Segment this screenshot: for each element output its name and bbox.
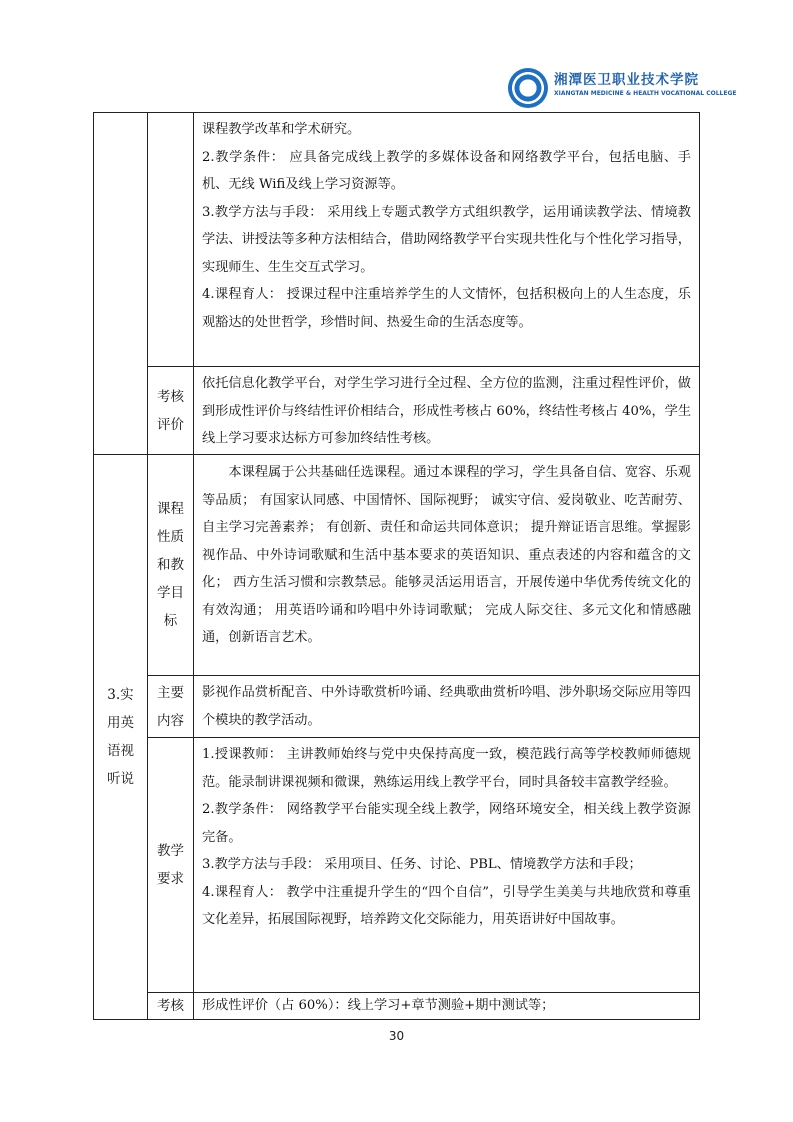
college-emblem-icon [508, 68, 548, 108]
main-content-label: 主要内容 [157, 684, 184, 729]
assessment-label: 考核评价 [157, 388, 184, 433]
page-number: 30 [388, 1029, 405, 1043]
course-assessment-label: 考核 [157, 998, 184, 1014]
college-name-en: XIANGTAN MEDICINE & HEALTH VOCATIONAL COLLEGE [554, 90, 737, 97]
requirement-text: 2.教学条件： 网络教学平台能实现全线上教学，网络环境安全，相关线上教学资源完备。 [202, 802, 691, 845]
teaching-requirements-text [194, 741, 699, 934]
nature-objectives-text [194, 459, 699, 652]
requirement-text: 课程教学改革和学术研究。 [202, 122, 361, 137]
nature-objectives-label: 课程性质和教学目标 [157, 501, 184, 629]
requirement-text: 4.课程育人： 授课过程中注重培养学生的人文情怀，包括积极向上的人生态度，乐观豁达的处世哲学，珍惜时间、热爱生命的生活态度等。 [202, 287, 691, 330]
course-title: 3.实用英语视听说 [107, 687, 134, 787]
assessment-text: 依托信息化教学平台，对学生学习进行全过程、全方位的监测，注重过程性评价，做到形成性评价与终结性评价相结合，形成性考核占 60%，终结性考核占 40%，学生线上学习要求达标方可参加终结性考核。 [202, 376, 692, 446]
nature-objectives-paragraph: 本课程属于公共基础任选课程。通过本课程的学习，学生具备自信、宽容、乐观等品质； 有国家认同感、中国情怀、国际视野； 诚实守信、爱岗敬业、吃苦耐劳、自主学习完善素养； 有创新、责任和命运共同体意识； 提升辩证语言思维。掌握影视作品、中外诗词歌赋和生活中基本要求的英语知识、重点表述的内容和蕴含的文化； 西方生活习惯和宗教禁忌。能够灵活运用语言，开展传递中华优秀传统文化的有效沟通； 用英语吟诵和吟唱中外诗词歌赋； 完成人际交往、多元文化和情感融通，创新语言艺术。 [202, 465, 691, 645]
requirement-text: 3.教学方法与手段： 采用线上专题式教学方式组织教学，运用诵读教学法、情境教学法、讲授法等多种方法相结合，借助网络教学平台实现共性化与个性化学习指导，实现师生、生生交互式学习。 [202, 204, 691, 275]
row-divider-assessment [147, 366, 700, 367]
curriculum-table [93, 112, 700, 1020]
requirement-text: 4.课程育人： 教学中注重提升学生的“四个自信”，引导学生美美与共地欣赏和尊重文化差异，拓展国际视野，培养跨文化交际能力，用英语讲好中国故事。 [202, 884, 691, 927]
college-logo [508, 66, 737, 112]
requirement-text: 3.教学方法与手段： 采用项目、任务、讨论、PBL、情境教学方法和手段； [202, 857, 642, 872]
row-divider-content [147, 675, 700, 676]
main-content-text: 影视作品赏析配音、中外诗歌赏析吟诵、经典歌曲赏析吟唱、涉外职场交际应用等四个模块的教学活动。 [202, 685, 691, 728]
teaching-requirements-label: 教学要求 [157, 843, 184, 887]
requirement-text: 2.教学条件： 应具备完成线上教学的多媒体设备和网络教学平台，包括电脑、手机、无线 Wifi及线上学习资源等。 [202, 149, 691, 192]
row-divider-requirements [147, 737, 700, 738]
requirement-text: 1.授课教师： 主讲教师始终与党中央保持高度一致，模范践行高等学校教师师德规范。能录制讲课视频和微课，熟练运用线上教学平台，同时具备较丰富教学经验。 [202, 747, 691, 790]
course-assessment-text: 形成性评价（占 60%）：线上学习+章节测验+期中测试等； [202, 998, 555, 1013]
table-border-right [699, 112, 700, 1020]
teaching-requirements-continued [194, 116, 699, 336]
table-border-top [93, 112, 700, 113]
college-name-cn: 湘潭医卫职业技术学院 [554, 72, 699, 88]
